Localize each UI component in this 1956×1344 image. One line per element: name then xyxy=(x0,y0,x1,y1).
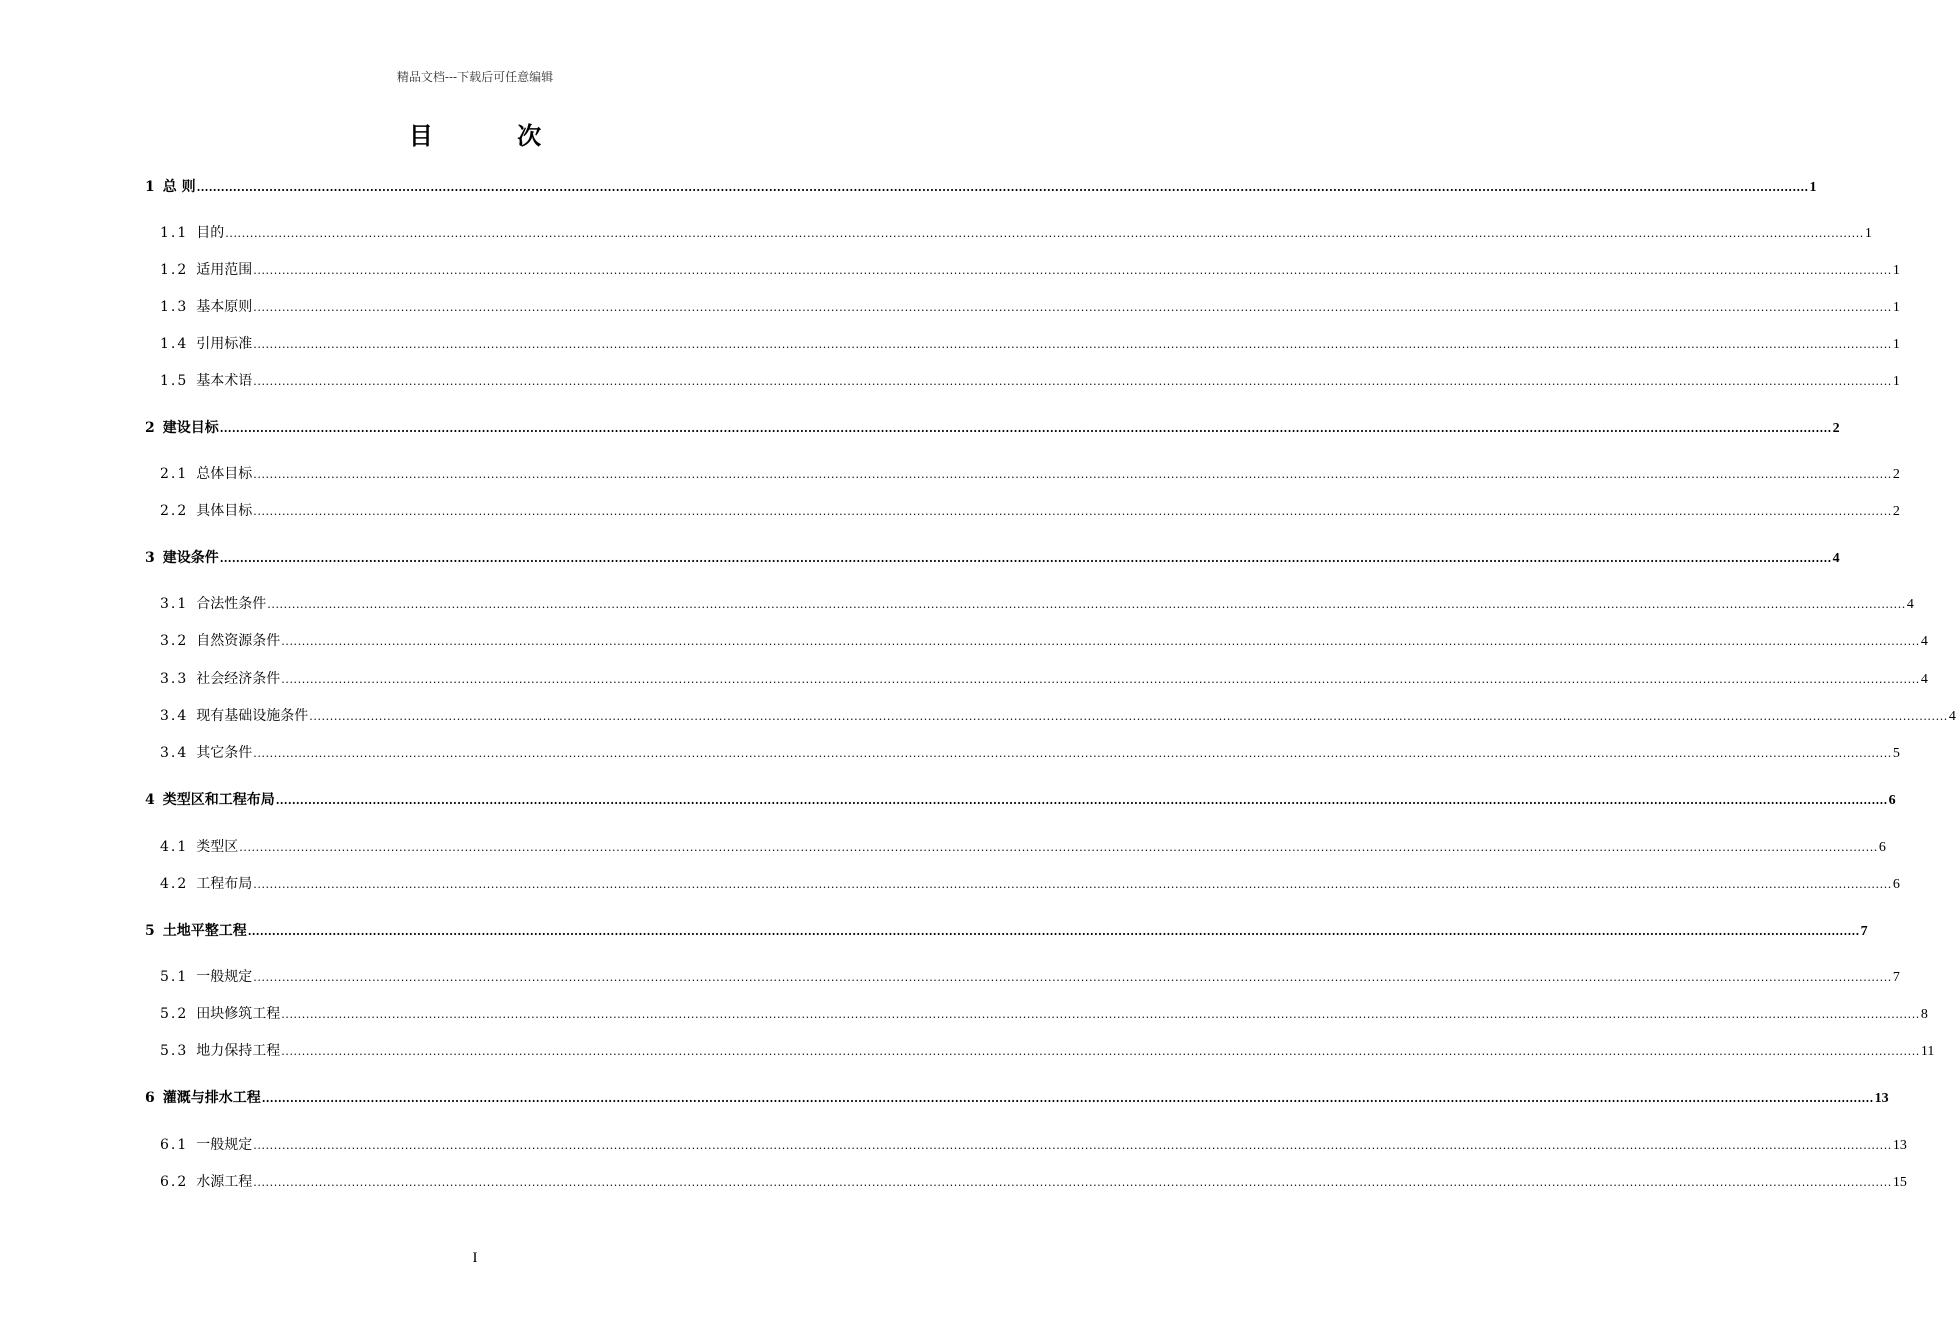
toc-entry-page: 4 xyxy=(1948,709,1956,724)
toc-entry-title: 地力保持工程 xyxy=(196,1043,281,1059)
toc-entry-page: 4 xyxy=(1906,597,1914,612)
toc-entry-title: 基本术语 xyxy=(196,373,253,389)
toc-section-entry[interactable] xyxy=(160,1003,1928,1027)
toc-entry-number: 3.2 xyxy=(160,633,189,649)
toc-entry-page: 1 xyxy=(1892,263,1900,278)
toc-section-entry[interactable] xyxy=(160,1171,1907,1195)
toc-entry-number: 3.3 xyxy=(160,671,189,687)
toc-entry-number: 5 xyxy=(145,923,155,939)
toc-dot-leader: ................................................................................................................................................................................................................................................................................................................................................................................................................ xyxy=(253,747,1892,760)
toc-section-entry[interactable] xyxy=(160,296,1900,320)
toc-entry-number: 1.3 xyxy=(160,299,189,315)
toc-section-entry[interactable] xyxy=(160,463,1900,487)
toc-section-entry[interactable] xyxy=(160,259,1900,283)
toc-entry-page: 7 xyxy=(1892,970,1900,985)
toc-section-entry[interactable] xyxy=(160,966,1900,990)
page-header: 精品文档---下载后可任意编辑 xyxy=(396,70,554,84)
toc-entry-title: 具体目标 xyxy=(196,503,253,519)
toc-entry-number: 1.4 xyxy=(160,336,189,352)
toc-section-entry[interactable] xyxy=(160,1040,1935,1064)
toc-section-entry[interactable] xyxy=(160,370,1900,394)
toc-entry-page: 5 xyxy=(1892,746,1900,761)
toc-entry-number: 3 xyxy=(145,550,155,566)
toc-entry-title: 建设目标 xyxy=(162,420,219,436)
toc-entry-number: 3.4 xyxy=(160,708,189,724)
toc-entry-page: 1 xyxy=(1892,300,1900,315)
toc-dot-leader: ................................................................................................................................................................................................................................................................................................................................................................................................................ xyxy=(253,878,1892,891)
toc-chapter-entry[interactable] xyxy=(145,547,1840,571)
toc-entry-title: 一般规定 xyxy=(196,969,253,985)
toc-entry-page: 13 xyxy=(1892,1138,1907,1153)
toc-chapter-entry[interactable] xyxy=(145,1087,1889,1111)
toc-entry-number: 4.2 xyxy=(160,876,189,892)
toc-entry-number: 3.4 xyxy=(160,745,189,761)
toc-entry-page: 1 xyxy=(1892,374,1900,389)
toc-entry-title: 灌溉与排水工程 xyxy=(162,1090,261,1106)
toc-entry-number: 2 xyxy=(145,420,155,436)
toc-entry-number: 1.1 xyxy=(160,225,189,241)
toc-dot-leader: ................................................................................................................................................................................................................................................................................................................................................................................................................ xyxy=(239,841,1878,854)
toc-entry-page: 1 xyxy=(1892,337,1900,352)
toc-entry-page: 7 xyxy=(1860,924,1868,939)
toc-dot-leader: ................................................................................................................................................................................................................................................................................................................................................................................................................ xyxy=(196,181,1809,194)
toc-entry-title: 现有基础设施条件 xyxy=(196,708,309,724)
toc-dot-leader: ................................................................................................................................................................................................................................................................................................................................................................................................................ xyxy=(219,422,1832,435)
toc-entry-number: 1.5 xyxy=(160,373,189,389)
toc-dot-leader: ................................................................................................................................................................................................................................................................................................................................................................................................................ xyxy=(253,971,1892,984)
toc-entry-number: 2.1 xyxy=(160,466,189,482)
toc-dot-leader: ................................................................................................................................................................................................................................................................................................................................................................................................................ xyxy=(253,301,1892,314)
toc-entry-title: 类型区 xyxy=(196,839,239,855)
toc-dot-leader: ................................................................................................................................................................................................................................................................................................................................................................................................................ xyxy=(253,264,1892,277)
toc-section-entry[interactable] xyxy=(160,705,1956,729)
toc-entry-number: 2.2 xyxy=(160,503,189,519)
toc-section-entry[interactable] xyxy=(160,873,1900,897)
toc-dot-leader: ................................................................................................................................................................................................................................................................................................................................................................................................................ xyxy=(247,925,1860,938)
toc-entry-title: 其它条件 xyxy=(196,745,253,761)
toc-entry-number: 6.2 xyxy=(160,1174,189,1190)
toc-entry-page: 2 xyxy=(1892,467,1900,482)
toc-section-entry[interactable] xyxy=(160,593,1914,617)
toc-entry-title: 总体目标 xyxy=(196,466,253,482)
toc-entry-number: 5.3 xyxy=(160,1043,189,1059)
toc-dot-leader: ................................................................................................................................................................................................................................................................................................................................................................................................................ xyxy=(225,227,1864,240)
toc-section-entry[interactable] xyxy=(160,668,1928,692)
toc-dot-leader: ................................................................................................................................................................................................................................................................................................................................................................................................................ xyxy=(309,710,1948,723)
toc-entry-page: 4 xyxy=(1920,634,1928,649)
toc-dot-leader: ................................................................................................................................................................................................................................................................................................................................................................................................................ xyxy=(261,1092,1874,1105)
toc-dot-leader: ................................................................................................................................................................................................................................................................................................................................................................................................................ xyxy=(281,1008,1920,1021)
toc-section-entry[interactable] xyxy=(160,500,1900,524)
toc-dot-leader: ................................................................................................................................................................................................................................................................................................................................................................................................................ xyxy=(253,1139,1892,1152)
toc-entry-page: 4 xyxy=(1920,672,1928,687)
toc-entry-page: 11 xyxy=(1920,1044,1935,1059)
toc-entry-page: 8 xyxy=(1920,1007,1928,1022)
toc-chapter-entry[interactable] xyxy=(145,176,1817,200)
toc-entry-title: 目的 xyxy=(196,225,225,241)
toc-entry-title: 田块修筑工程 xyxy=(196,1006,281,1022)
toc-entry-title: 总 则 xyxy=(162,179,196,195)
toc-dot-leader: ................................................................................................................................................................................................................................................................................................................................................................................................................ xyxy=(219,552,1832,565)
toc-chapter-entry[interactable] xyxy=(145,789,1896,813)
toc-entry-page: 4 xyxy=(1832,551,1840,566)
toc-entry-page: 15 xyxy=(1892,1175,1907,1190)
toc-entry-title: 水源工程 xyxy=(196,1174,253,1190)
toc-dot-leader: ................................................................................................................................................................................................................................................................................................................................................................................................................ xyxy=(253,505,1892,518)
toc-entry-title: 自然资源条件 xyxy=(196,633,281,649)
toc-entry-page: 6 xyxy=(1892,877,1900,892)
toc-entry-number: 6.1 xyxy=(160,1137,189,1153)
toc-entry-number: 4.1 xyxy=(160,839,189,855)
toc-entry-page: 2 xyxy=(1892,504,1900,519)
toc-entry-title: 合法性条件 xyxy=(196,596,267,612)
toc-entry-number: 5.2 xyxy=(160,1006,189,1022)
toc-entry-title: 土地平整工程 xyxy=(162,923,247,939)
page-number: I xyxy=(472,1250,478,1266)
toc-entry-title: 适用范围 xyxy=(196,262,253,278)
toc-entry-number: 1 xyxy=(145,179,155,195)
toc-entry-page: 1 xyxy=(1809,180,1817,195)
toc-entry-number: 5.1 xyxy=(160,969,189,985)
toc-entry-title: 一般规定 xyxy=(196,1137,253,1153)
toc-dot-leader: ................................................................................................................................................................................................................................................................................................................................................................................................................ xyxy=(253,375,1892,388)
toc-chapter-entry[interactable] xyxy=(145,920,1868,944)
toc-title: 目 次 xyxy=(408,121,580,150)
toc-dot-leader: ................................................................................................................................................................................................................................................................................................................................................................................................................ xyxy=(281,635,1920,648)
toc-entry-title: 类型区和工程布局 xyxy=(162,792,275,808)
toc-section-entry[interactable] xyxy=(160,1134,1907,1158)
toc-entry-title: 社会经济条件 xyxy=(196,671,281,687)
toc-dot-leader: ................................................................................................................................................................................................................................................................................................................................................................................................................ xyxy=(267,598,1906,611)
toc-dot-leader: ................................................................................................................................................................................................................................................................................................................................................................................................................ xyxy=(281,673,1920,686)
toc-section-entry[interactable] xyxy=(160,222,1872,246)
toc-chapter-entry[interactable] xyxy=(145,417,1840,441)
toc-entry-number: 1.2 xyxy=(160,262,189,278)
toc-entry-title: 基本原则 xyxy=(196,299,253,315)
toc-entry-page: 6 xyxy=(1878,840,1886,855)
toc-entry-title: 工程布局 xyxy=(196,876,253,892)
toc-dot-leader: ................................................................................................................................................................................................................................................................................................................................................................................................................ xyxy=(253,468,1892,481)
toc-section-entry[interactable] xyxy=(160,742,1900,766)
toc-entry-title: 建设条件 xyxy=(162,550,219,566)
toc-dot-leader: ................................................................................................................................................................................................................................................................................................................................................................................................................ xyxy=(281,1045,1920,1058)
toc-dot-leader: ................................................................................................................................................................................................................................................................................................................................................................................................................ xyxy=(253,1176,1892,1189)
toc-entry-page: 2 xyxy=(1832,421,1840,436)
toc-section-entry[interactable] xyxy=(160,333,1900,357)
toc-entry-number: 3.1 xyxy=(160,596,189,612)
toc-entry-page: 1 xyxy=(1864,226,1872,241)
toc-dot-leader: ................................................................................................................................................................................................................................................................................................................................................................................................................ xyxy=(253,338,1892,351)
toc-entry-number: 6 xyxy=(145,1090,155,1106)
toc-section-entry[interactable] xyxy=(160,836,1886,860)
toc-dot-leader: ................................................................................................................................................................................................................................................................................................................................................................................................................ xyxy=(275,794,1888,807)
toc-entry-page: 13 xyxy=(1874,1091,1889,1106)
toc-entry-number: 4 xyxy=(145,792,155,808)
toc-entry-page: 6 xyxy=(1888,793,1896,808)
toc-entry-title: 引用标准 xyxy=(196,336,253,352)
toc-section-entry[interactable] xyxy=(160,630,1928,654)
